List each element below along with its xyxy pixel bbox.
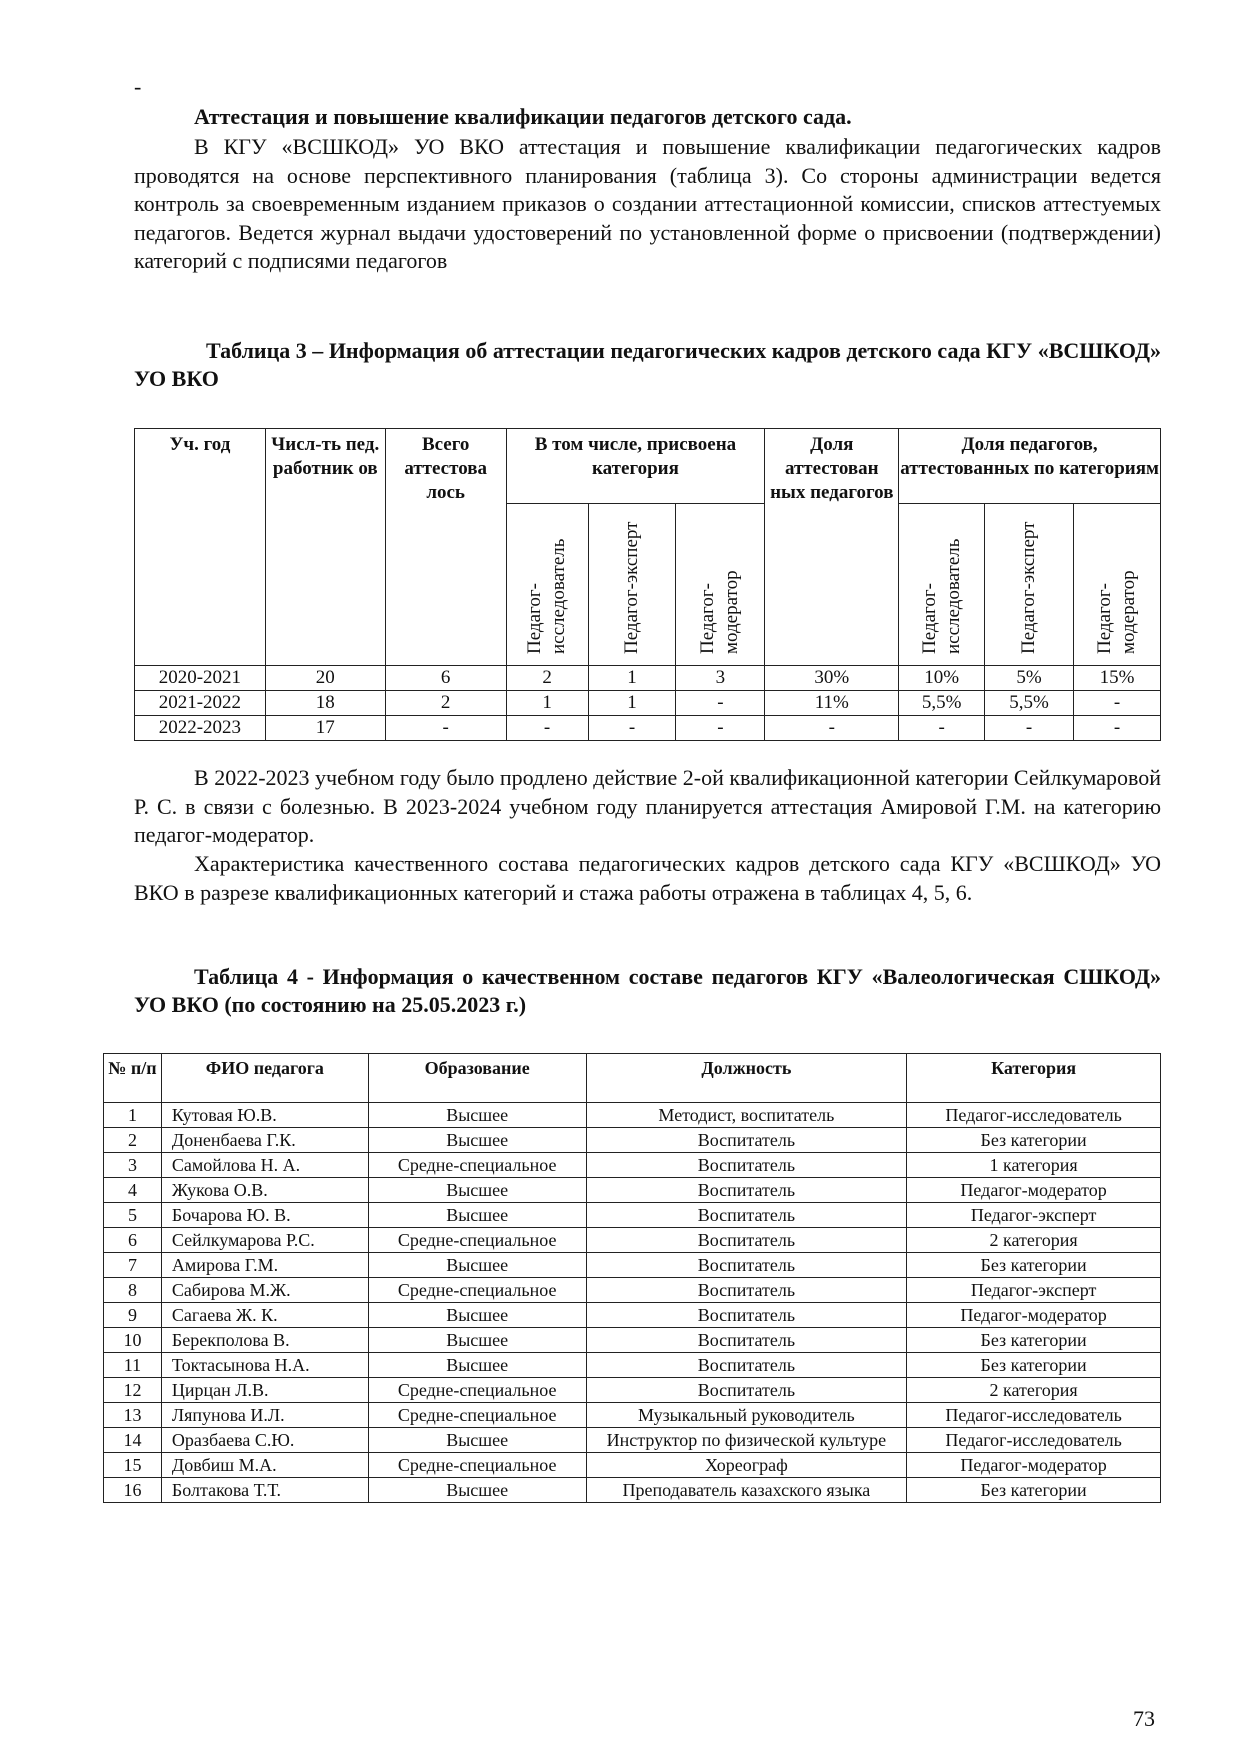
table-row (135, 716, 1161, 741)
table3-cell: 18 (265, 691, 385, 716)
table3-cell: - (765, 716, 899, 741)
table-row (135, 691, 1161, 716)
table4-cell-name: Доненбаева Г.К. (161, 1128, 368, 1153)
table3-caption: Таблица 3 – Информация об аттестации педагогических кадров детского сада КГУ «ВСШКОД» УО ВКО (134, 338, 1161, 391)
table-row (104, 1253, 1161, 1278)
table4-cell-education: Средне-специальное (368, 1278, 586, 1303)
table4-cell-position: Воспитатель (586, 1378, 907, 1403)
table4-cell-num: 7 (104, 1253, 162, 1278)
table4-cell-category: Педагог-модератор (907, 1303, 1161, 1328)
table4-cell-education: Средне-специальное (368, 1228, 586, 1253)
table4-cell-num: 14 (104, 1428, 162, 1453)
table3-attestation (134, 428, 1161, 741)
table-row (104, 1478, 1161, 1503)
table4-cell-category: 2 категория (907, 1378, 1161, 1403)
section-heading: Аттестация и повышение квалификации педагогов детского сада. (194, 104, 852, 129)
table3-cell: - (676, 691, 765, 716)
table4-cell-position: Инструктор по физической культуре (586, 1428, 907, 1453)
table3-subheader-cell (899, 504, 985, 666)
table3-cell: 2022-2023 (135, 716, 266, 741)
table3-cell: - (985, 716, 1074, 741)
table4-cell-education: Высшее (368, 1428, 586, 1453)
table4-cell-num: 10 (104, 1328, 162, 1353)
table4-cell-education: Высшее (368, 1253, 586, 1278)
table3-header-staff: Числ-ть пед. работник ов (265, 429, 385, 666)
table3-cell: 3 (676, 666, 765, 691)
table4-cell-name: Жукова О.В. (161, 1178, 368, 1203)
table3-subheader-moderator: Педагог-модератор (697, 570, 743, 654)
table3-cell: 5% (985, 666, 1074, 691)
table3-cell: 2 (506, 666, 588, 691)
table3-cell: 2020-2021 (135, 666, 266, 691)
table4-header-category: Категория (907, 1054, 1161, 1103)
table4-cell-position: Воспитатель (586, 1353, 907, 1378)
table4-cell-education: Средне-специальное (368, 1378, 586, 1403)
table3-cell: - (385, 716, 506, 741)
table4-cell-name: Сейлкумарова Р.С. (161, 1228, 368, 1253)
table4-header-num: № п/п (104, 1054, 162, 1103)
table4-cell-category: Без категории (907, 1128, 1161, 1153)
table3-header-year: Уч. год (135, 429, 266, 666)
table4-cell-num: 13 (104, 1403, 162, 1428)
table4-cell-category: Педагог-модератор (907, 1178, 1161, 1203)
page-number: 73 (1133, 1706, 1155, 1731)
table4-cell-name: Цирцан Л.В. (161, 1378, 368, 1403)
table-row (104, 1428, 1161, 1453)
table3-subheader-share-expert: Педагог-эксперт (1018, 521, 1040, 654)
table-row (104, 1128, 1161, 1153)
table4-header-name: ФИО педагога (161, 1054, 368, 1103)
table-row (104, 1378, 1161, 1403)
table3-header-share-group: Доля педагогов, аттестованных по категориям (899, 429, 1161, 504)
table-row (104, 1303, 1161, 1328)
table4-cell-position: Воспитатель (586, 1128, 907, 1153)
table4-cell-position: Воспитатель (586, 1303, 907, 1328)
table4-cell-education: Высшее (368, 1128, 586, 1153)
table3-cell: 6 (385, 666, 506, 691)
table-row (104, 1403, 1161, 1428)
table4-cell-num: 9 (104, 1303, 162, 1328)
table-row (104, 1453, 1161, 1478)
table4-cell-num: 8 (104, 1278, 162, 1303)
table4-cell-category: Педагог-исследователь (907, 1428, 1161, 1453)
table3-cell: 15% (1074, 666, 1161, 691)
table4-cell-name: Берекполова В. (161, 1328, 368, 1353)
table4-cell-position: Воспитатель (586, 1178, 907, 1203)
table3-subheader-cell (588, 504, 676, 666)
table4-cell-num: 11 (104, 1353, 162, 1378)
table-row (104, 1228, 1161, 1253)
table4-cell-num: 15 (104, 1453, 162, 1478)
table3-cell: - (506, 716, 588, 741)
table4-cell-name: Кутовая Ю.В. (161, 1103, 368, 1128)
table4-cell-category: Без категории (907, 1478, 1161, 1503)
table3-cell: - (1074, 716, 1161, 741)
table4-cell-education: Высшее (368, 1103, 586, 1128)
leading-dash: - (134, 74, 142, 99)
table3-cell: 1 (588, 691, 676, 716)
table3-subheader-cell (506, 504, 588, 666)
table3-subheader-share-moderator: Педагог-модератор (1094, 570, 1139, 654)
table4-header-position: Должность (586, 1054, 907, 1103)
table4-cell-num: 12 (104, 1378, 162, 1403)
table4-cell-category: 2 категория (907, 1228, 1161, 1253)
table4-cell-category: Педагог-модератор (907, 1453, 1161, 1478)
table3-subheader-cell (1074, 504, 1161, 666)
table3-cell: 10% (899, 666, 985, 691)
table4-cell-position: Хореограф (586, 1453, 907, 1478)
table4-caption: Таблица 4 - Информация о качественном составе педагогов КГУ «Валеологическая СШКОД» УО ВКО (по состоянию на 25.05.2023 г.) (134, 964, 1161, 1017)
table4-cell-education: Средне-специальное (368, 1153, 586, 1178)
table-row (104, 1203, 1161, 1228)
table3-cell: 5,5% (899, 691, 985, 716)
table4-cell-name: Самойлова Н. А. (161, 1153, 368, 1178)
table3-cell: 20 (265, 666, 385, 691)
table4-cell-category: Педагог-эксперт (907, 1203, 1161, 1228)
table3-header-share: Доля аттестован ных педагогов (765, 429, 899, 666)
table4-cell-name: Сагаева Ж. К. (161, 1303, 368, 1328)
table4-cell-education: Высшее (368, 1203, 586, 1228)
table4-cell-category: Педагог-исследователь (907, 1403, 1161, 1428)
table3-subheader-cell (985, 504, 1074, 666)
table4-cell-num: 16 (104, 1478, 162, 1503)
table4-staff (103, 1053, 1161, 1503)
table4-cell-education: Высшее (368, 1303, 586, 1328)
intro-paragraph: В КГУ «ВСШКОД» УО ВКО аттестация и повышение квалификации педагогических кадров проводятся на основе перспективного планирования (таблица 3). Со стороны администрации ведется контроль за своевременным изданием приказов о создании аттестационной комиссии, списков аттестуемых педагогов. Ведется журнал выдачи удостоверений по установленной форме о присвоении (подтверждении) категорий с подписями педагогов (134, 134, 1161, 273)
table3-header-row (135, 429, 1161, 504)
table4-cell-num: 3 (104, 1153, 162, 1178)
table-row (104, 1328, 1161, 1353)
table4-body (104, 1103, 1161, 1503)
table-row (104, 1353, 1161, 1378)
table4-cell-name: Довбиш М.А. (161, 1453, 368, 1478)
table4-cell-education: Высшее (368, 1178, 586, 1203)
table3-cell: 1 (588, 666, 676, 691)
table4-cell-name: Сабирова М.Ж. (161, 1278, 368, 1303)
table4-cell-name: Токтасынова Н.А. (161, 1353, 368, 1378)
table3-header-total: Всего аттестова лось (385, 429, 506, 666)
table4-cell-position: Преподаватель казахского языка (586, 1478, 907, 1503)
table4-cell-position: Воспитатель (586, 1253, 907, 1278)
table3-cell: 5,5% (985, 691, 1074, 716)
table-row (104, 1178, 1161, 1203)
paragraph-extension: В 2022-2023 учебном году было продлено действие 2-ой квалификационной категории Сейлкумаровой Р. С. в связи с болезнью. В 2023-2024 учебном году планируется аттестация Амировой Г.М. на категорию педагог-модератор. (134, 765, 1161, 847)
table3-cell: - (899, 716, 985, 741)
table3-cell: - (1074, 691, 1161, 716)
table3-subheader-expert: Педагог-эксперт (620, 521, 642, 654)
table4-cell-category: 1 категория (907, 1153, 1161, 1178)
table3-cell: 2021-2022 (135, 691, 266, 716)
table-row (104, 1153, 1161, 1178)
table4-cell-name: Оразбаева С.Ю. (161, 1428, 368, 1453)
table4-cell-position: Методист, воспитатель (586, 1103, 907, 1128)
table3-cell: 11% (765, 691, 899, 716)
table3-subheader-cell (676, 504, 765, 666)
table4-cell-position: Воспитатель (586, 1203, 907, 1228)
table4-cell-education: Высшее (368, 1353, 586, 1378)
table-row (104, 1103, 1161, 1128)
table4-cell-education: Средне-специальное (368, 1453, 586, 1478)
table3-subheader-researcher: Педагог-исследователь (524, 538, 570, 654)
paragraph-characteristics: Характеристика качественного состава педагогических кадров детского сада КГУ «ВСШКОД» УО ВКО в разрезе квалификационных категорий и стажа работы отражена в таблицах 4, 5, 6. (134, 851, 1161, 905)
table3-cell: - (676, 716, 765, 741)
table4-cell-category: Без категории (907, 1353, 1161, 1378)
table4-cell-category: Педагог-эксперт (907, 1278, 1161, 1303)
table4-cell-num: 2 (104, 1128, 162, 1153)
table3-cell: 2 (385, 691, 506, 716)
table3-cell: - (588, 716, 676, 741)
table4-cell-position: Воспитатель (586, 1153, 907, 1178)
table3-cell: 17 (265, 716, 385, 741)
table-row (135, 666, 1161, 691)
table4-cell-category: Без категории (907, 1253, 1161, 1278)
table3-cell: 1 (506, 691, 588, 716)
table4-cell-num: 1 (104, 1103, 162, 1128)
table4-cell-num: 4 (104, 1178, 162, 1203)
table4-cell-name: Бочарова Ю. В. (161, 1203, 368, 1228)
table4-cell-position: Музыкальный руководитель (586, 1403, 907, 1428)
table4-cell-education: Средне-специальное (368, 1403, 586, 1428)
table4-cell-num: 6 (104, 1228, 162, 1253)
table4-cell-education: Высшее (368, 1478, 586, 1503)
table4-cell-position: Воспитатель (586, 1328, 907, 1353)
table4-cell-name: Ляпунова И.Л. (161, 1403, 368, 1428)
table4-cell-category: Педагог-исследователь (907, 1103, 1161, 1128)
table4-cell-name: Болтакова Т.Т. (161, 1478, 368, 1503)
table4-cell-education: Высшее (368, 1328, 586, 1353)
table3-header-assigned: В том числе, присвоена категория (506, 429, 765, 504)
table-row (104, 1278, 1161, 1303)
table4-cell-position: Воспитатель (586, 1278, 907, 1303)
table4-header-row (104, 1054, 1161, 1103)
table3-subheader-share-researcher: Педагог-исследователь (918, 538, 964, 654)
table4-cell-position: Воспитатель (586, 1228, 907, 1253)
table4-cell-num: 5 (104, 1203, 162, 1228)
table3-cell: 30% (765, 666, 899, 691)
table4-cell-category: Без категории (907, 1328, 1161, 1353)
table4-header-education: Образование (368, 1054, 586, 1103)
table4-cell-name: Амирова Г.М. (161, 1253, 368, 1278)
